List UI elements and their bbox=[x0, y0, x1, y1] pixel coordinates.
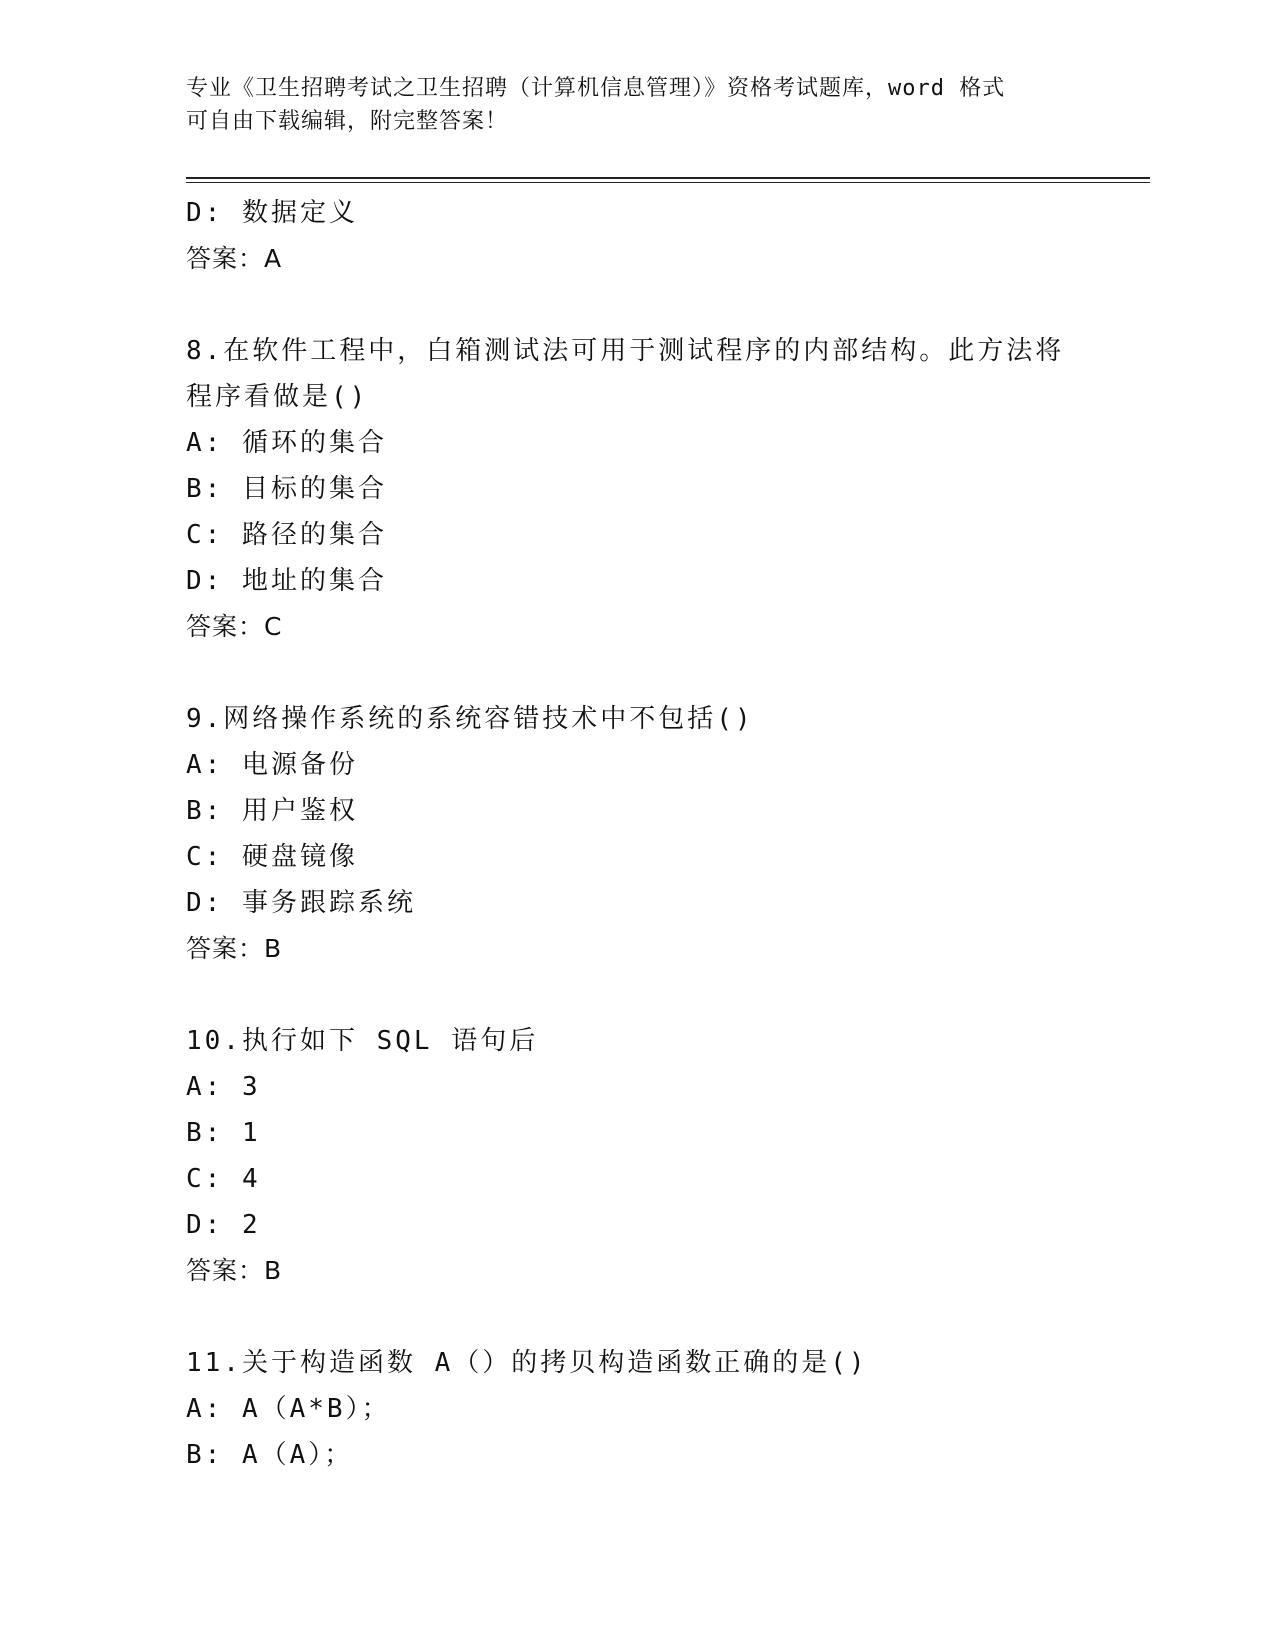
option-a: A: 循环的集合 bbox=[186, 428, 387, 458]
header-line-1: 专业《卫生招聘考试之卫生招聘（计算机信息管理）》资格考试题库，word 格式 bbox=[186, 76, 1006, 101]
answer-line: 答案：A bbox=[186, 244, 283, 273]
question-list bbox=[186, 190, 1116, 1478]
option-c: C: 4 bbox=[186, 1164, 261, 1194]
option-d: D: 事务跟踪系统 bbox=[186, 888, 416, 918]
question-stem-continued: 程序看做是() bbox=[186, 382, 369, 412]
option-d: D: 地址的集合 bbox=[186, 566, 387, 596]
option-a: A: 3 bbox=[186, 1072, 261, 1102]
answer-line: 答案：B bbox=[186, 934, 283, 963]
question-stem: 10.执行如下 SQL 语句后 bbox=[186, 1026, 539, 1056]
question-stem: 11.关于构造函数 A（）的拷贝构造函数正确的是() bbox=[186, 1348, 868, 1378]
question-9 bbox=[186, 696, 1116, 972]
question-10 bbox=[186, 1018, 1116, 1294]
header-line-2: 可自由下载编辑，附完整答案！ bbox=[186, 109, 509, 134]
option-d: D: 数据定义 bbox=[186, 198, 358, 228]
option-d: D: 2 bbox=[186, 1210, 261, 1240]
question-stem: 9.网络操作系统的系统容错技术中不包括() bbox=[186, 704, 754, 734]
option-a: A: 电源备份 bbox=[186, 750, 358, 780]
header-divider-thick bbox=[186, 177, 1150, 179]
question-7-tail bbox=[186, 190, 1116, 282]
question-stem: 8.在软件工程中，白箱测试法可用于测试程序的内部结构。此方法将 bbox=[186, 336, 1065, 366]
option-b: B: A（A）； bbox=[186, 1440, 354, 1470]
option-a: A: A（A*B）； bbox=[186, 1394, 391, 1424]
answer-line: 答案：C bbox=[186, 612, 283, 641]
option-b: B: 1 bbox=[186, 1118, 261, 1148]
answer-line: 答案：B bbox=[186, 1256, 283, 1285]
document-header bbox=[186, 72, 1086, 138]
question-11 bbox=[186, 1340, 1116, 1478]
option-b: B: 目标的集合 bbox=[186, 474, 387, 504]
option-c: C: 路径的集合 bbox=[186, 520, 387, 550]
question-8 bbox=[186, 328, 1116, 650]
option-c: C: 硬盘镜像 bbox=[186, 842, 358, 872]
header-divider-thin bbox=[186, 182, 1150, 183]
option-b: B: 用户鉴权 bbox=[186, 796, 358, 826]
